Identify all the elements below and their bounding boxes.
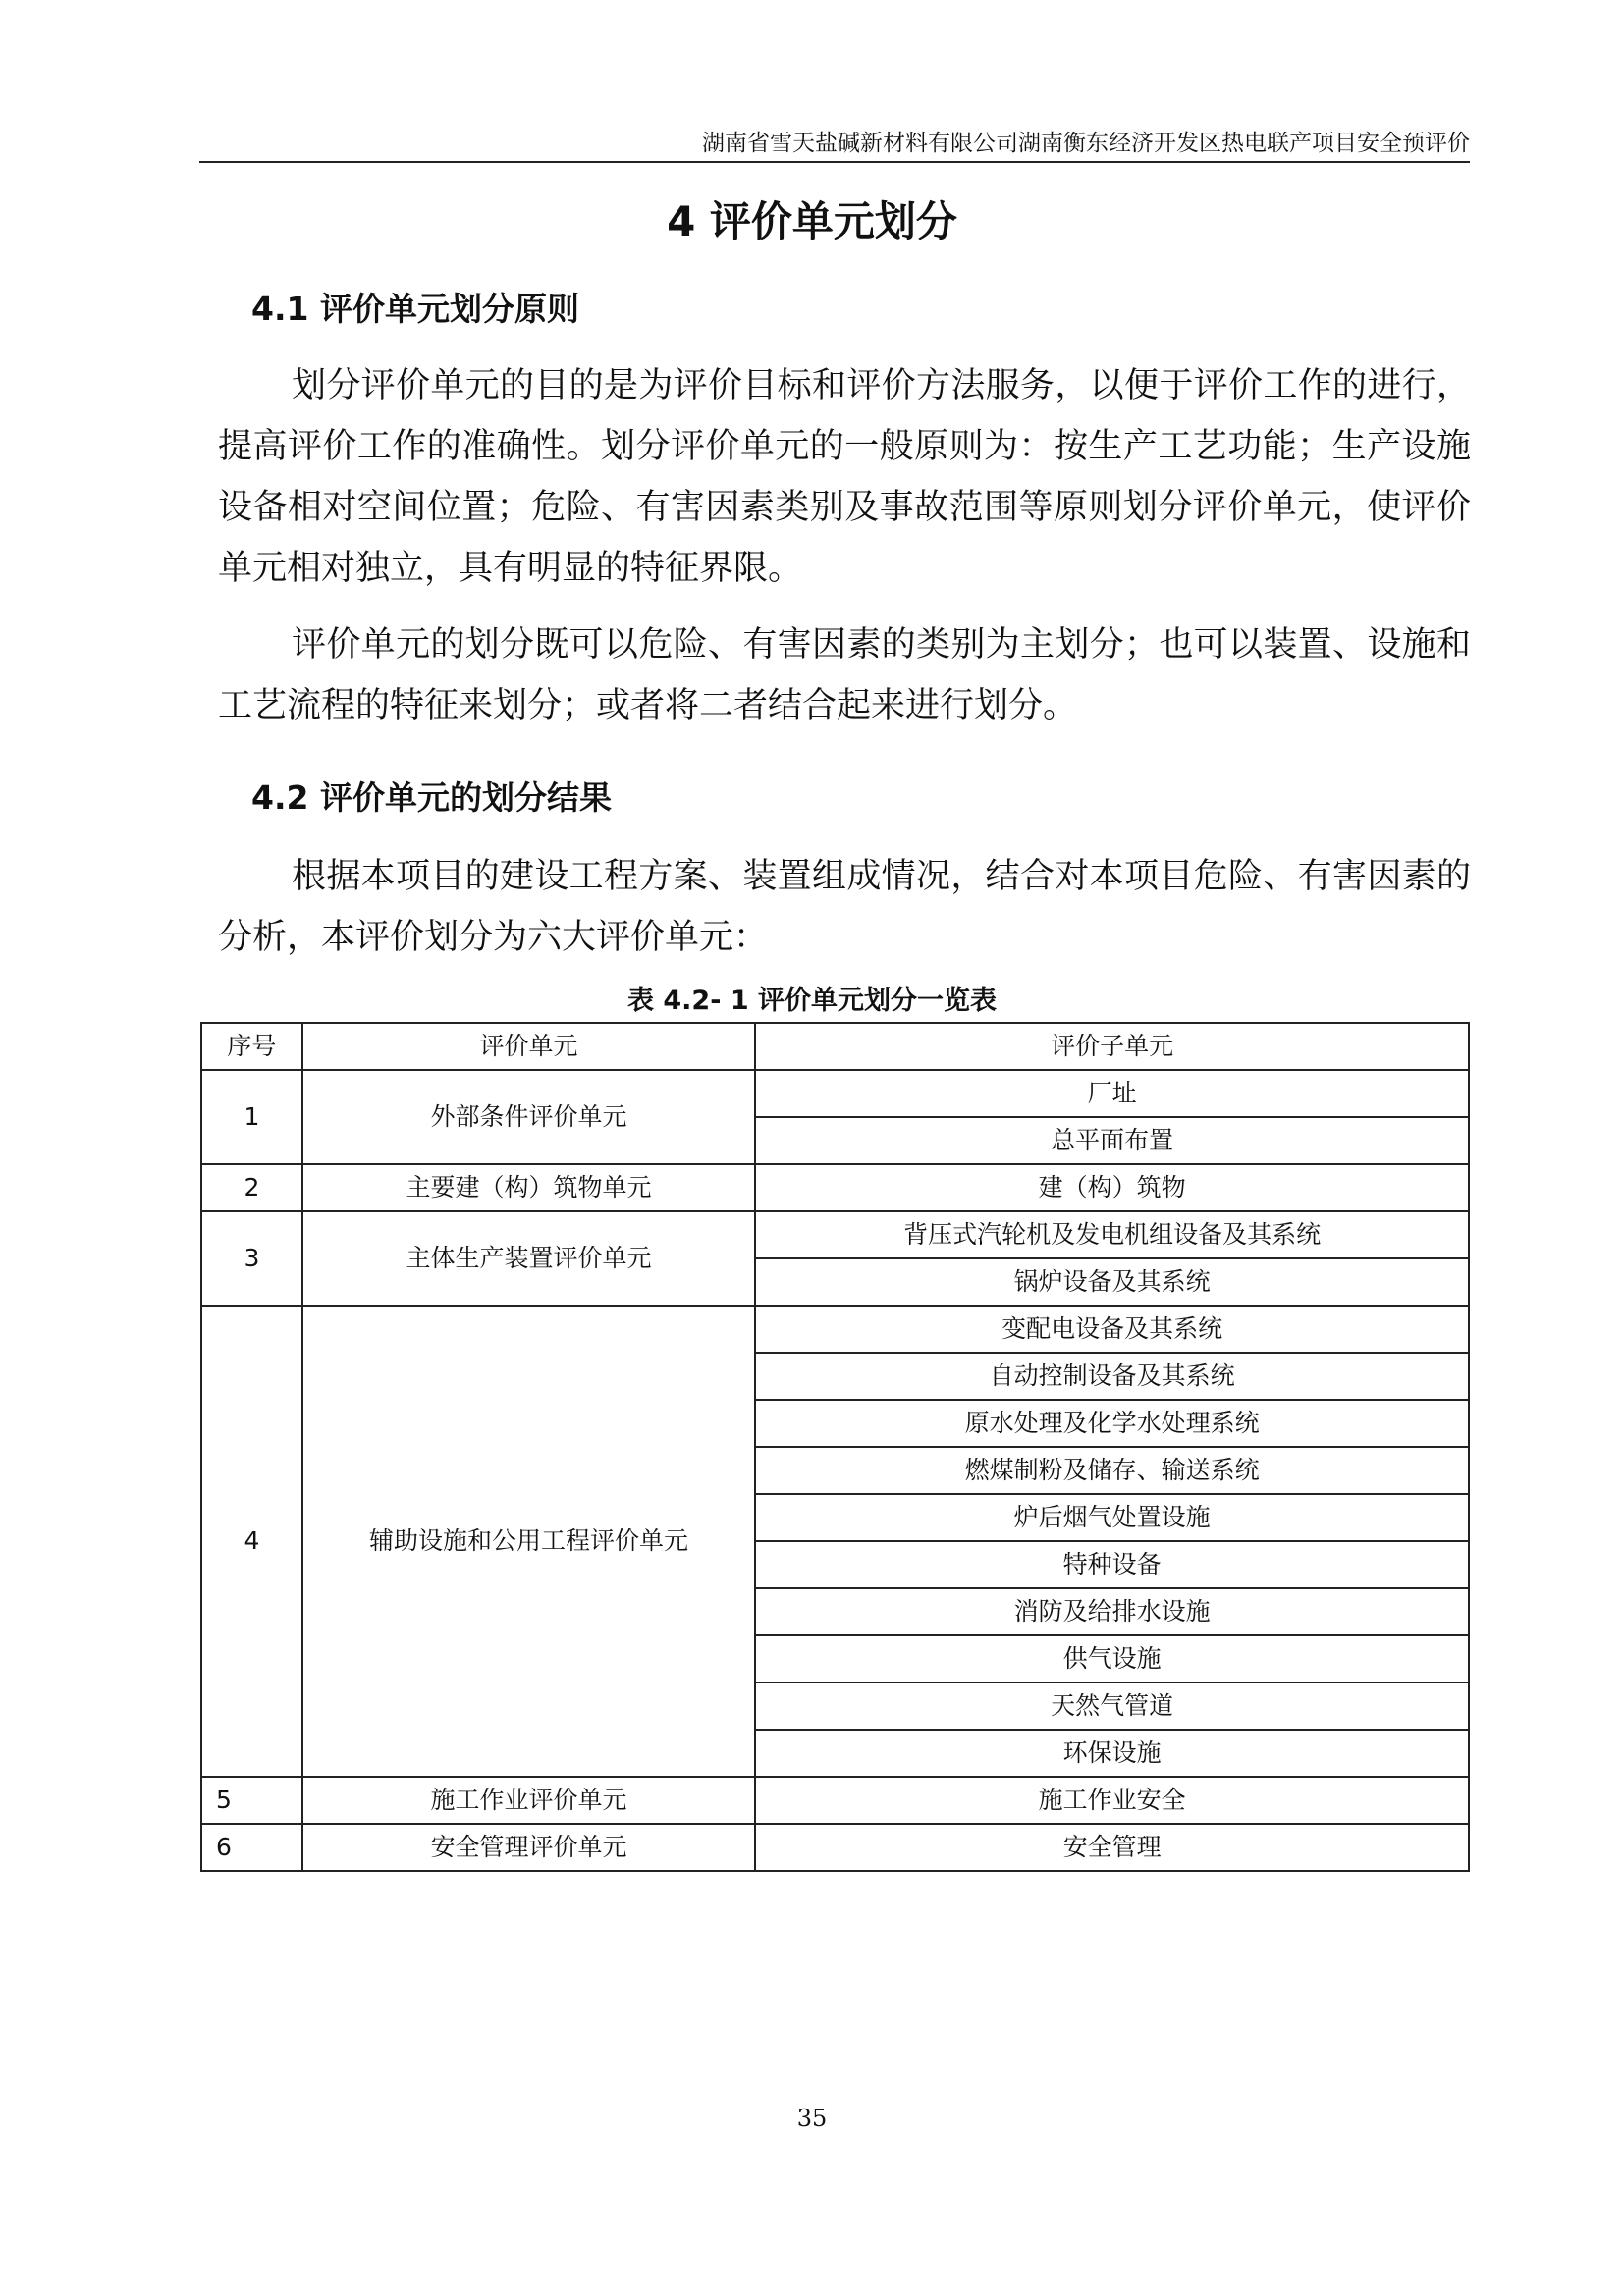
- cell-subunit: 特种设备: [755, 1541, 1469, 1588]
- cell-subunit: 炉后烟气处置设施: [755, 1494, 1469, 1541]
- cell-subunit: 总平面布置: [755, 1117, 1469, 1164]
- table-row: [201, 1777, 1469, 1824]
- paragraph: 评价单元的划分既可以危险、有害因素的类别为主划分；也可以装置、设施和工艺流程的特征来划分；或者将二者结合起来进行划分。: [218, 625, 1471, 725]
- cell-subunit: 变配电设备及其系统: [755, 1306, 1469, 1353]
- section-heading-4-1: 4.1 评价单元划分原则: [251, 290, 579, 328]
- cell-subunit: 厂址: [755, 1070, 1469, 1117]
- paragraph: 划分评价单元的目的是为评价目标和评价方法服务，以便于评价工作的进行，提高评价工作的准确性。划分评价单元的一般原则为：按生产工艺功能；生产设施设备相对空间位置；危险、有害因素类别及事故范围等原则划分评价单元，使评价单元相对独立，具有明显的特征界限。: [218, 366, 1471, 588]
- cell-seq: 5: [201, 1777, 302, 1824]
- cell-subunit: 锅炉设备及其系统: [755, 1258, 1469, 1306]
- cell-unit: 主要建（构）筑物单元: [302, 1164, 755, 1211]
- page-number: 35: [796, 2105, 828, 2132]
- header-cell-seq: 序号: [201, 1023, 302, 1070]
- section-heading-4-2: 4.2 评价单元的划分结果: [251, 778, 612, 817]
- cell-subunit: 供气设施: [755, 1635, 1469, 1682]
- cell-subunit: 环保设施: [755, 1730, 1469, 1777]
- table-header-row: [201, 1023, 1469, 1070]
- cell-subunit: 自动控制设备及其系统: [755, 1353, 1469, 1400]
- cell-unit: 辅助设施和公用工程评价单元: [302, 1306, 755, 1777]
- cell-unit: 外部条件评价单元: [302, 1070, 755, 1164]
- cell-subunit: 施工作业安全: [755, 1777, 1469, 1824]
- cell-seq: 6: [201, 1824, 302, 1871]
- cell-subunit: 背压式汽轮机及发电机组设备及其系统: [755, 1211, 1469, 1258]
- table-row: [201, 1306, 1469, 1353]
- table-row: [201, 1211, 1469, 1258]
- cell-subunit: 安全管理: [755, 1824, 1469, 1871]
- header-cell-subunit: 评价子单元: [755, 1023, 1469, 1070]
- table-row: [201, 1070, 1469, 1117]
- cell-subunit: 燃煤制粉及储存、输送系统: [755, 1447, 1469, 1494]
- cell-subunit: 天然气管道: [755, 1682, 1469, 1730]
- cell-unit: 施工作业评价单元: [302, 1777, 755, 1824]
- header-cell-unit: 评价单元: [302, 1023, 755, 1070]
- paragraph: 根据本项目的建设工程方案、装置组成情况，结合对本项目危险、有害因素的分析，本评价划分为六大评价单元：: [218, 857, 1471, 957]
- cell-unit: 主体生产装置评价单元: [302, 1211, 755, 1306]
- running-header: 湖南省雪天盐碱新材料有限公司湖南衡东经济开发区热电联产项目安全预评价: [199, 126, 1470, 163]
- table-caption: 表 4.2- 1 评价单元划分一览表: [626, 986, 998, 1016]
- table-row: [201, 1164, 1469, 1211]
- cell-unit: 安全管理评价单元: [302, 1824, 755, 1871]
- evaluation-unit-table: [200, 1022, 1470, 1872]
- cell-seq: 2: [201, 1164, 302, 1211]
- table-row: [201, 1824, 1469, 1871]
- cell-seq: 4: [201, 1306, 302, 1777]
- cell-subunit: 消防及给排水设施: [755, 1588, 1469, 1635]
- cell-seq: 3: [201, 1211, 302, 1306]
- chapter-title: 4 评价单元划分: [667, 197, 957, 245]
- cell-seq: 1: [201, 1070, 302, 1164]
- cell-subunit: 建（构）筑物: [755, 1164, 1469, 1211]
- cell-subunit: 原水处理及化学水处理系统: [755, 1400, 1469, 1447]
